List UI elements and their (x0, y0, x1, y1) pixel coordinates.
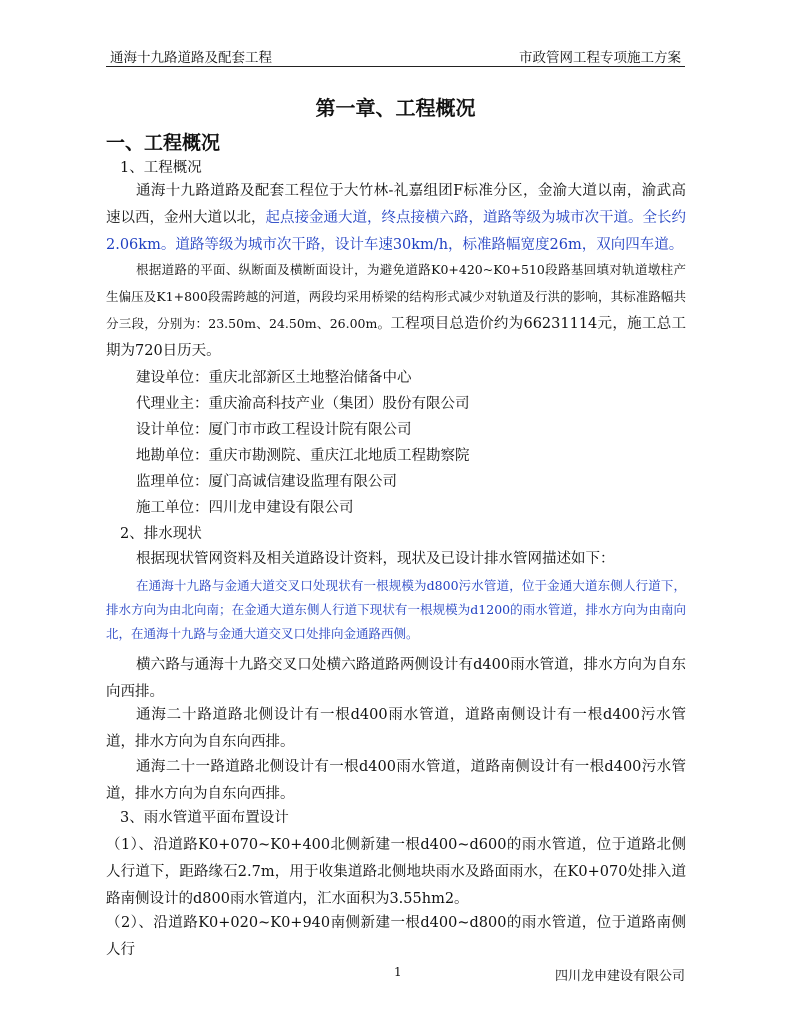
subsection-rain-pipe-layout: 3、雨水管道平面布置设计 (120, 810, 289, 826)
unit-construction: 建设单位：重庆北部新区土地整治储备中心 (136, 370, 412, 386)
overview-text: 通海十九路道路及配套工程位于大竹林-礼嘉组团F标准分区，金渝大道以南，渝武高速以西，金州大道以北， (106, 183, 686, 226)
cost-duration-text: 工程项目总造价约为66231114元，施工总工期为720日历天。 (106, 316, 686, 359)
page-number: 1 (394, 965, 402, 979)
page-header (106, 44, 685, 67)
layout-item-1: （1）、沿道路K0+070~K0+400北侧新建一根d400~d600的雨水管道，位于道路北侧人行道下，距路缘石2.7m，用于收集道路北侧地块雨水及路面雨水，在K0+070处排入道路南侧设计的d800雨水管道内，汇水面积为3.55hm2。 (106, 837, 686, 907)
chapter-title: 第一章、工程概况 (315, 96, 476, 120)
unit-supervision: 监理单位：厦门高诚信建设监理有限公司 (136, 474, 397, 490)
unit-contractor: 施工单位：四川龙申建设有限公司 (136, 500, 354, 516)
paragraph-tonghai21-road: 通海二十一路道路北侧设计有一根d400雨水管道，道路南侧设计有一根d400污水管道，排水方向为自东向西排。 (106, 759, 686, 802)
cross-section-text: 根据道路的平面、纵断面及横断面设计，为避免道路K0+420~K0+510段路基回填对轨道墩柱产生偏压及K1+800段需跨越的河道，两段均采用桥梁的结构形式减少对轨道及行洪的影响，其标准路幅共分三段，分别为：23.50m、24.50m、26.00m。 (106, 262, 686, 331)
paragraph-existing-pipes: 在通海十九路与金通大道交叉口处现状有一根规模为d800污水管道，位于金通大道东侧人行道下，排水方向为由北向南；在金通大道东侧人行道下现状有一根规模为d1200的雨水管道，排水方向为由南向北，在通海十九路与金通大道交叉口处排向金通路西侧。 (106, 578, 686, 641)
section-heading: 一、工程概况 (106, 132, 221, 154)
header-document-name: 市政管网工程专项施工方案 (519, 50, 681, 66)
paragraph-overview (106, 178, 686, 259)
paragraph-tonghai20-road: 通海二十路道路北侧设计有一根d400雨水管道，道路南侧设计有一根d400污水管道，排水方向为自东向西排。 (106, 707, 686, 750)
layout-item-2: （2）、沿道路K0+020~K0+940南侧新建一根d400~d800的雨水管道，位于道路南侧人行 (106, 915, 686, 958)
paragraph-heng6-road: 横六路与通海十九路交叉口处横六路道路两侧设计有d400雨水管道，排水方向为自东向西排。 (106, 657, 686, 700)
overview-highlight: 起点接金通大道，终点接横六路，道路等级为城市次干道。全长约2.06km。道路等级为城市次干路，设计车速30km/h，标准路幅宽度26m，双向四车道。 (106, 210, 686, 253)
unit-design: 设计单位：厦门市市政工程设计院有限公司 (136, 422, 412, 438)
unit-agent-owner: 代理业主：重庆渝高科技产业（集团）股份有限公司 (136, 396, 470, 412)
subsection-drainage-status: 2、排水现状 (120, 526, 202, 542)
paragraph-cross-section (106, 257, 686, 365)
header-project-name: 通海十九路道路及配套工程 (110, 50, 272, 66)
subsection-overview: 1、工程概况 (120, 160, 202, 176)
paragraph-drainage-intro: 根据现状管网资料及相关道路设计资料，现状及已设计排水管网描述如下： (136, 551, 615, 567)
unit-survey: 地勘单位：重庆市勘测院、重庆江北地质工程勘察院 (136, 448, 470, 464)
footer-company: 四川龙申建设有限公司 (554, 969, 685, 984)
